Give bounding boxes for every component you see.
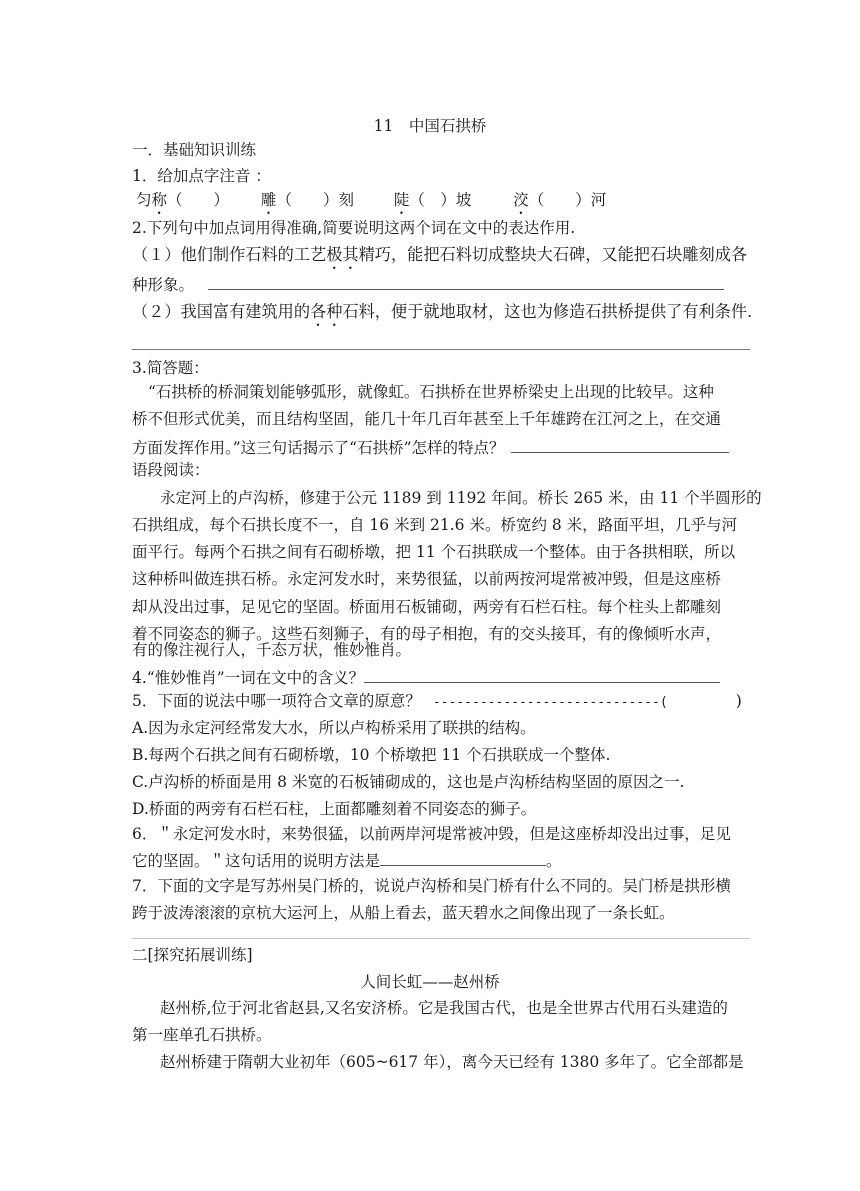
- q1-item-1: 匀称（ ）: [136, 191, 230, 209]
- section2-line-2: 第一座单孔石拱桥。: [132, 1026, 272, 1044]
- q2-sentence-1-cont: 种形象。: [132, 273, 724, 295]
- q1-item-2: 雕（ ）刻: [260, 191, 354, 209]
- q1-item-4: 洨（ ）河: [513, 191, 607, 209]
- q5-option-a: A.因为永定河经常发大水，所以卢构桥采用了联拱的结构。: [132, 719, 536, 737]
- q1-items: [136, 190, 606, 218]
- q3-answer-blank[interactable]: [511, 436, 729, 453]
- q3-line-1: “石拱桥的桥洞策划能够弧形，就像虹。石拱桥在世界桥梁史上出现的比较早。这种: [148, 383, 714, 401]
- q7-answer-line[interactable]: [132, 938, 750, 939]
- q4-answer-blank[interactable]: [364, 666, 720, 683]
- q5-option-c: C.卢沟桥的桥面是用 8 米宽的石板铺砌成的，这也是卢沟桥结构坚固的原因之一.: [132, 773, 685, 791]
- q2-answer-line-2[interactable]: [132, 349, 750, 350]
- q7-line-1: 7．下面的文字是写苏州吴门桥的，说说卢沟桥和吴门桥有什么不同的。吴门桥是拱形横: [132, 877, 731, 895]
- q1-label: 1．给加点字注音 ：: [132, 167, 271, 185]
- reading-line-7: 有的像注视行人，千态万状，惟妙惟肖。: [132, 641, 412, 659]
- q7-line-2: 跨于波涛滚滚的京杭大运河上，从船上看去，蓝天碧水之间像出现了一条长虹。: [132, 904, 675, 922]
- q2-label: 2.下列句中加点词用得准确,简要说明这两个词在文中的表达作用.: [132, 219, 576, 237]
- q6-answer-blank[interactable]: [380, 849, 546, 866]
- section1-heading: 一．基础知识训练: [132, 141, 257, 159]
- q2-sentence-2: （２）我国富有建筑用的各种石料，便于就地取材，这也为修造石拱桥提供了有利条件.: [132, 302, 753, 321]
- q2-answer-blank-1[interactable]: [208, 273, 724, 290]
- q6-line-2: 它的坚固。＂这句话用的说明方法是 。: [132, 849, 562, 871]
- reading-line-2: 石拱组成，每个石拱长度不一，自 16 米到 21.6 米。桥宽约 8 米，路面平坦，几乎与河: [132, 516, 738, 534]
- q3-line-3: 方面发挥作用。”这三句话揭示了“石拱桥”怎样的特点？: [132, 436, 729, 458]
- q4-line: 4.“惟妙惟肖”一词在文中的含义？: [132, 666, 720, 688]
- q3-line-2: 桥不但形式优美，而且结构坚固，能几十年几百年甚至上千年雄跨在江河之上，在交通: [132, 410, 722, 428]
- q5-line: 5．下面的说法中哪一项符合文章的原意？ -----------------------------( ): [132, 692, 742, 710]
- reading-line-6: 着不同姿态的狮子。这些石刻狮子，有的母子相抱，有的交头接耳，有的像倾听水声，: [132, 625, 722, 643]
- section2-line-1: 赵州桥,位于河北省赵县,又名安济桥。它是我国古代，也是全世界古代用石头建造的: [160, 999, 728, 1017]
- q5-option-b: B.每两个石拱之间有石砌桥墩，10 个桥墩把 11 个石拱联成一个整体.: [132, 746, 611, 764]
- reading-line-4: 这种桥叫做连拱石桥。永定河发水时，来势很猛，以前两按河堤常被冲毁，但是这座桥: [132, 570, 722, 588]
- section2-heading: 二[探究拓展训练]: [132, 946, 253, 964]
- q1-item-3: 陡（ ）坡: [393, 191, 472, 209]
- reading-line-3: 面平行。每两个石拱之间有石砌桥墩，把 11 个石拱联成一个整体。由于各拱相联，所以: [132, 543, 736, 561]
- section2-line-3: 赵州桥建于隋朝大业初年（605~617 年），离今天已经有 1380 多年了。它全部都是: [160, 1053, 744, 1071]
- q3-label: 3.简答题：: [132, 359, 209, 377]
- reading-line-5: 却从没出过事，足见它的坚固。桥面用石板铺砌，两旁有石栏石柱。每个柱头上都雕刻: [132, 598, 722, 616]
- reading-line-1: 永定河上的卢沟桥，修建于公元 1189 到 1192 年间。桥长 265 米，由 11 个半圆形的: [160, 489, 762, 507]
- reading-label: 语段阅读：: [132, 461, 210, 479]
- section2-title: 人间长虹——赵州桥: [360, 973, 500, 991]
- q5-option-d: D.桥面的两旁有石栏石柱，上面都雕刻着不同姿态的狮子。: [132, 800, 537, 818]
- q6-line-1: 6．＂永定河发水时，来势很猛，以前两岸河堤常被冲毁，但是这座桥却没出过事，足见: [132, 825, 731, 843]
- q2-sentence-1: （１）他们制作石料的工艺极其精巧，能把石料切成整块大石碑，又能把石块雕刻成各: [132, 245, 748, 264]
- page-title: 11 中国石拱桥: [373, 117, 487, 135]
